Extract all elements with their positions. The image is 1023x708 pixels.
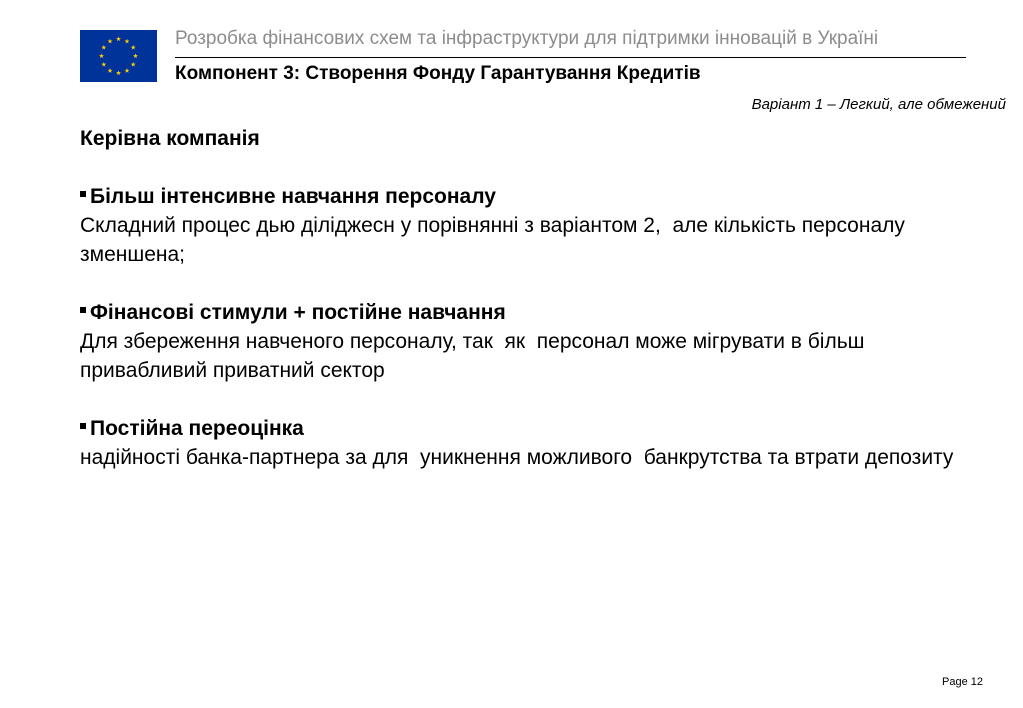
section-body: Складний процес дью діліджесн у порівнянні з варіантом 2, але кількість персоналу зменшена;	[80, 214, 911, 266]
section-body: Для збереження навченого персоналу, так як персонал може мігрувати в більш привабливий приватний сектор	[80, 330, 877, 382]
section-title	[80, 298, 1000, 327]
slide-content	[80, 124, 1000, 472]
variant-label: Варіант 1 – Легкий, але обмежений	[751, 96, 1006, 113]
section-item	[80, 182, 1000, 269]
section-title	[80, 182, 1000, 211]
section-item	[80, 298, 1000, 385]
slide-heading: Керівна компанія	[80, 127, 260, 150]
section-body: надійності банка-партнера за для уникнення можливого банкрутства та втрати депозиту	[80, 446, 954, 469]
header-divider	[175, 57, 966, 58]
component-title: Компонент 3: Створення Фонду Гарантування Кредитів	[175, 63, 701, 84]
section-title-text: Постійна переоцінка	[90, 417, 304, 440]
section-title-text: Фінансові стимули + постійне навчання	[90, 301, 506, 324]
square-bullet-icon	[80, 191, 86, 197]
section-item	[80, 414, 1000, 472]
section-title	[80, 414, 1000, 443]
project-title: Розробка фінансових схем та інфраструктури для підтримки інновацій в Україні	[175, 28, 879, 49]
square-bullet-icon	[80, 423, 86, 429]
section-title-text: Більш інтенсивне навчання персоналу	[90, 185, 496, 208]
square-bullet-icon	[80, 307, 86, 313]
page-number: Page 12	[942, 676, 983, 688]
eu-flag-icon	[80, 30, 157, 82]
